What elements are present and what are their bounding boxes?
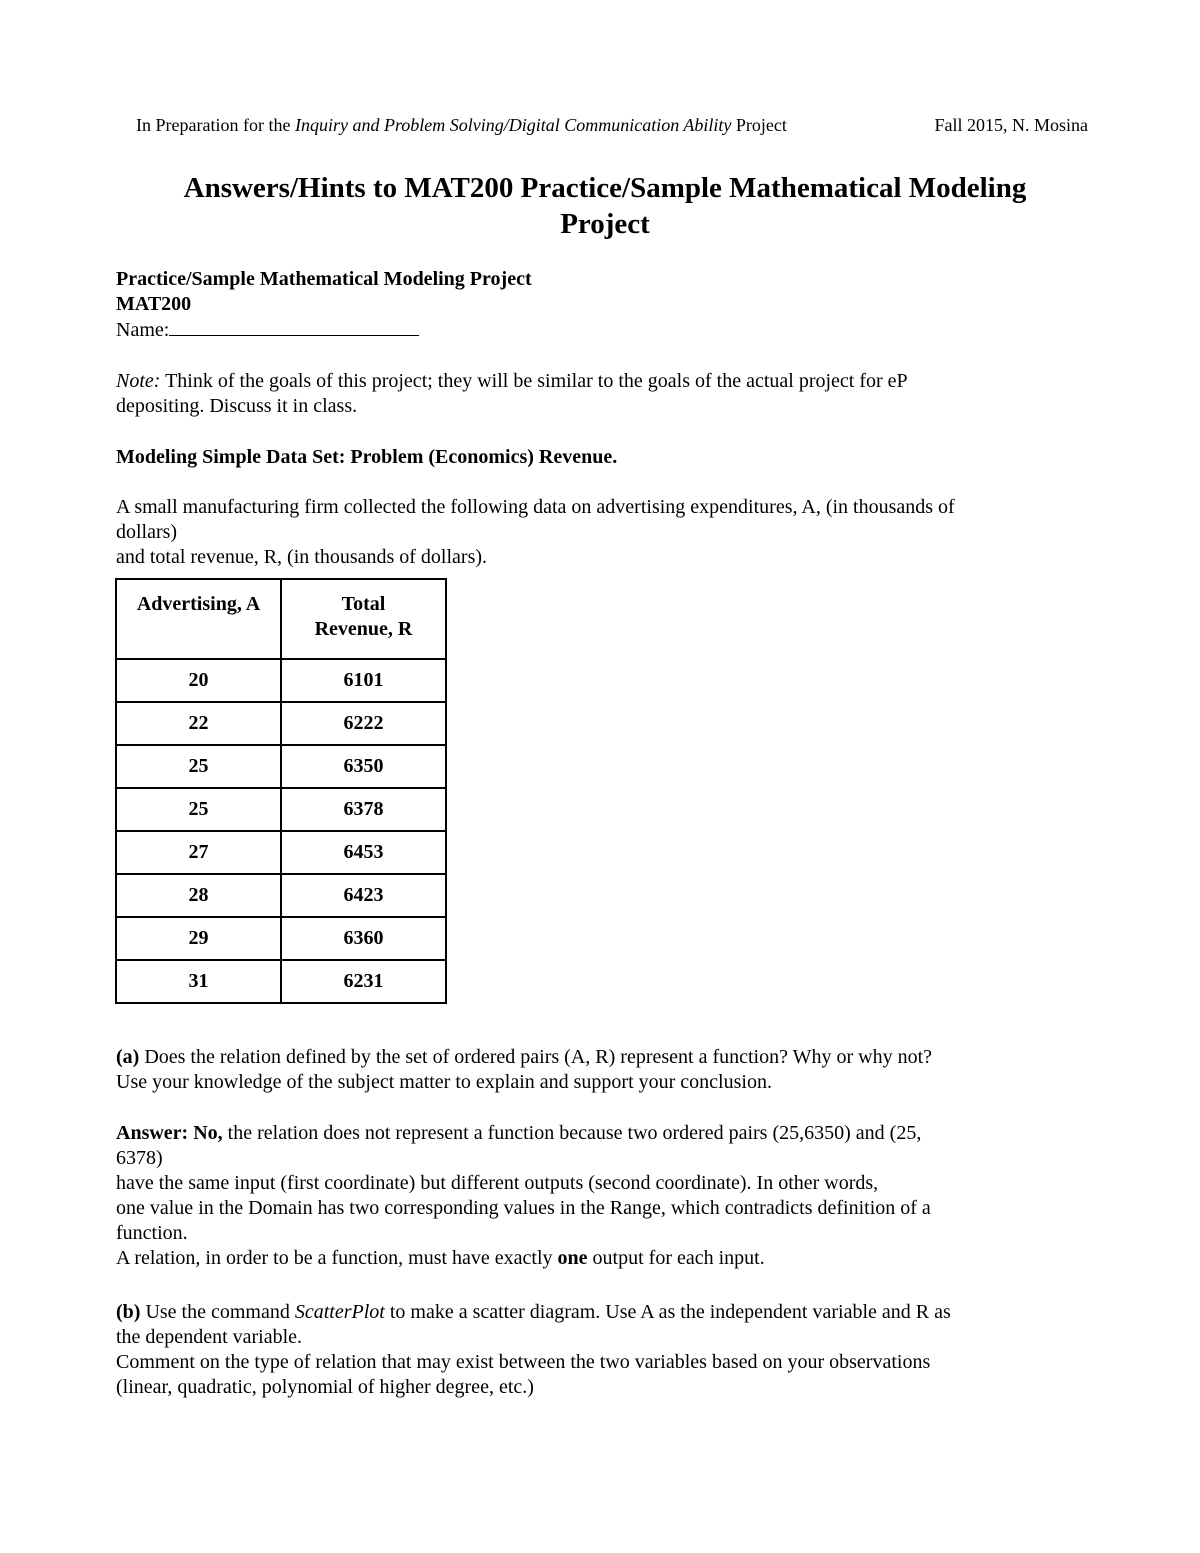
cell-revenue: 6350	[281, 745, 446, 788]
table-header-row	[116, 579, 446, 659]
part-a-text-1: Does the relation defined by the set of ordered pairs (A, R) represent a function? Why or why not?	[139, 1046, 933, 1068]
answer-no: No,	[188, 1122, 223, 1144]
part-a-line-1	[116, 1045, 932, 1070]
table-row	[116, 788, 446, 831]
cell-advertising: 28	[116, 874, 281, 917]
col-header-revenue	[281, 579, 446, 659]
header-left	[136, 114, 787, 136]
cell-advertising: 31	[116, 960, 281, 1003]
part-a-line-2: Use your knowledge of the subject matter to explain and support your conclusion.	[116, 1071, 772, 1093]
cell-advertising: 25	[116, 745, 281, 788]
cell-revenue: 6222	[281, 702, 446, 745]
table-row	[116, 745, 446, 788]
cell-advertising: 25	[116, 788, 281, 831]
part-b-line-1	[116, 1300, 951, 1325]
cell-advertising: 22	[116, 702, 281, 745]
cell-advertising: 20	[116, 659, 281, 702]
part-a-block	[116, 1045, 932, 1095]
cell-revenue: 6231	[281, 960, 446, 1003]
part-b-text-suffix: to make a scatter diagram. Use A as the independent variable and R as	[384, 1301, 951, 1323]
name-field	[116, 317, 532, 343]
answer-line-6	[116, 1246, 931, 1271]
project-title: Practice/Sample Mathematical Modeling Project	[116, 268, 532, 290]
header-prefix: In Preparation for the	[136, 115, 295, 135]
name-label: Name:	[116, 319, 170, 341]
description-line-3: and total revenue, R, (in thousands of dollars).	[116, 546, 488, 568]
part-b-block	[116, 1300, 951, 1400]
description-line-1: A small manufacturing firm collected the following data on advertising expenditures, A, (in thousands of	[116, 496, 955, 518]
header-suffix: Project	[731, 115, 787, 135]
title-line-1: Answers/Hints to MAT200 Practice/Sample Mathematical Modeling	[183, 172, 1027, 204]
table-row	[116, 702, 446, 745]
course-code: MAT200	[116, 293, 192, 315]
answer-line-1	[116, 1121, 931, 1146]
answer-line-2: 6378)	[116, 1147, 163, 1169]
answer-line-3: have the same input (first coordinate) but different outputs (second coordinate). In other words,	[116, 1172, 879, 1194]
cell-revenue: 6453	[281, 831, 446, 874]
name-blank	[169, 317, 419, 336]
part-b-command: ScatterPlot	[294, 1301, 385, 1323]
part-b-text-prefix: Use the command	[140, 1301, 295, 1323]
note-line-2: depositing. Discuss it in class.	[116, 395, 358, 417]
table-row	[116, 960, 446, 1003]
col-header-advertising: Advertising, A	[116, 579, 281, 659]
col-header-revenue-line-2: Revenue, R	[314, 618, 413, 640]
answer-line-4: one value in the Domain has two corresponding values in the Range, which contradicts definition of a	[116, 1197, 931, 1219]
answer-text-6-suffix: output for each input.	[587, 1247, 765, 1269]
cell-advertising: 27	[116, 831, 281, 874]
header-right: Fall 2015, N. Mosina	[934, 115, 1088, 135]
description-block	[116, 495, 955, 570]
note-label: Note:	[116, 370, 161, 392]
table-row	[116, 874, 446, 917]
data-table	[115, 578, 447, 1004]
cell-revenue: 6423	[281, 874, 446, 917]
cell-revenue: 6378	[281, 788, 446, 831]
table-row	[116, 831, 446, 874]
cell-advertising: 29	[116, 917, 281, 960]
title-line-2: Project	[560, 208, 650, 240]
part-b-line-3: Comment on the type of relation that may exist between the two variables based on your observations	[116, 1351, 931, 1373]
part-b-line-2: the dependent variable.	[116, 1326, 303, 1348]
note-text-1: Think of the goals of this project; they will be similar to the goals of the actual project for eP	[160, 370, 908, 392]
intro-block	[116, 267, 532, 343]
description-line-2: dollars)	[116, 521, 178, 543]
answer-text-1: the relation does not represent a function because two ordered pairs (25,6350) and (25,	[222, 1122, 922, 1144]
part-b-line-4: (linear, quadratic, polynomial of higher degree, etc.)	[116, 1376, 534, 1398]
answer-label: Answer:	[116, 1122, 189, 1144]
document-title	[110, 170, 1100, 242]
table-row	[116, 659, 446, 702]
header-italic: Inquiry and Problem Solving/Digital Communication Ability	[294, 115, 732, 135]
cell-revenue: 6360	[281, 917, 446, 960]
cell-revenue: 6101	[281, 659, 446, 702]
part-b-label: (b)	[116, 1301, 141, 1323]
answer-a-block	[116, 1121, 931, 1271]
note-line-1	[116, 369, 908, 394]
answer-one: one	[557, 1247, 588, 1269]
table-row	[116, 917, 446, 960]
part-a-label: (a)	[116, 1046, 140, 1068]
answer-line-5: function.	[116, 1222, 188, 1244]
col-header-revenue-line-1: Total	[341, 593, 386, 615]
note-block	[116, 369, 908, 419]
answer-text-6-prefix: A relation, in order to be a function, must have exactly	[116, 1247, 558, 1269]
problem-heading: Modeling Simple Data Set: Problem (Economics) Revenue.	[116, 446, 618, 468]
